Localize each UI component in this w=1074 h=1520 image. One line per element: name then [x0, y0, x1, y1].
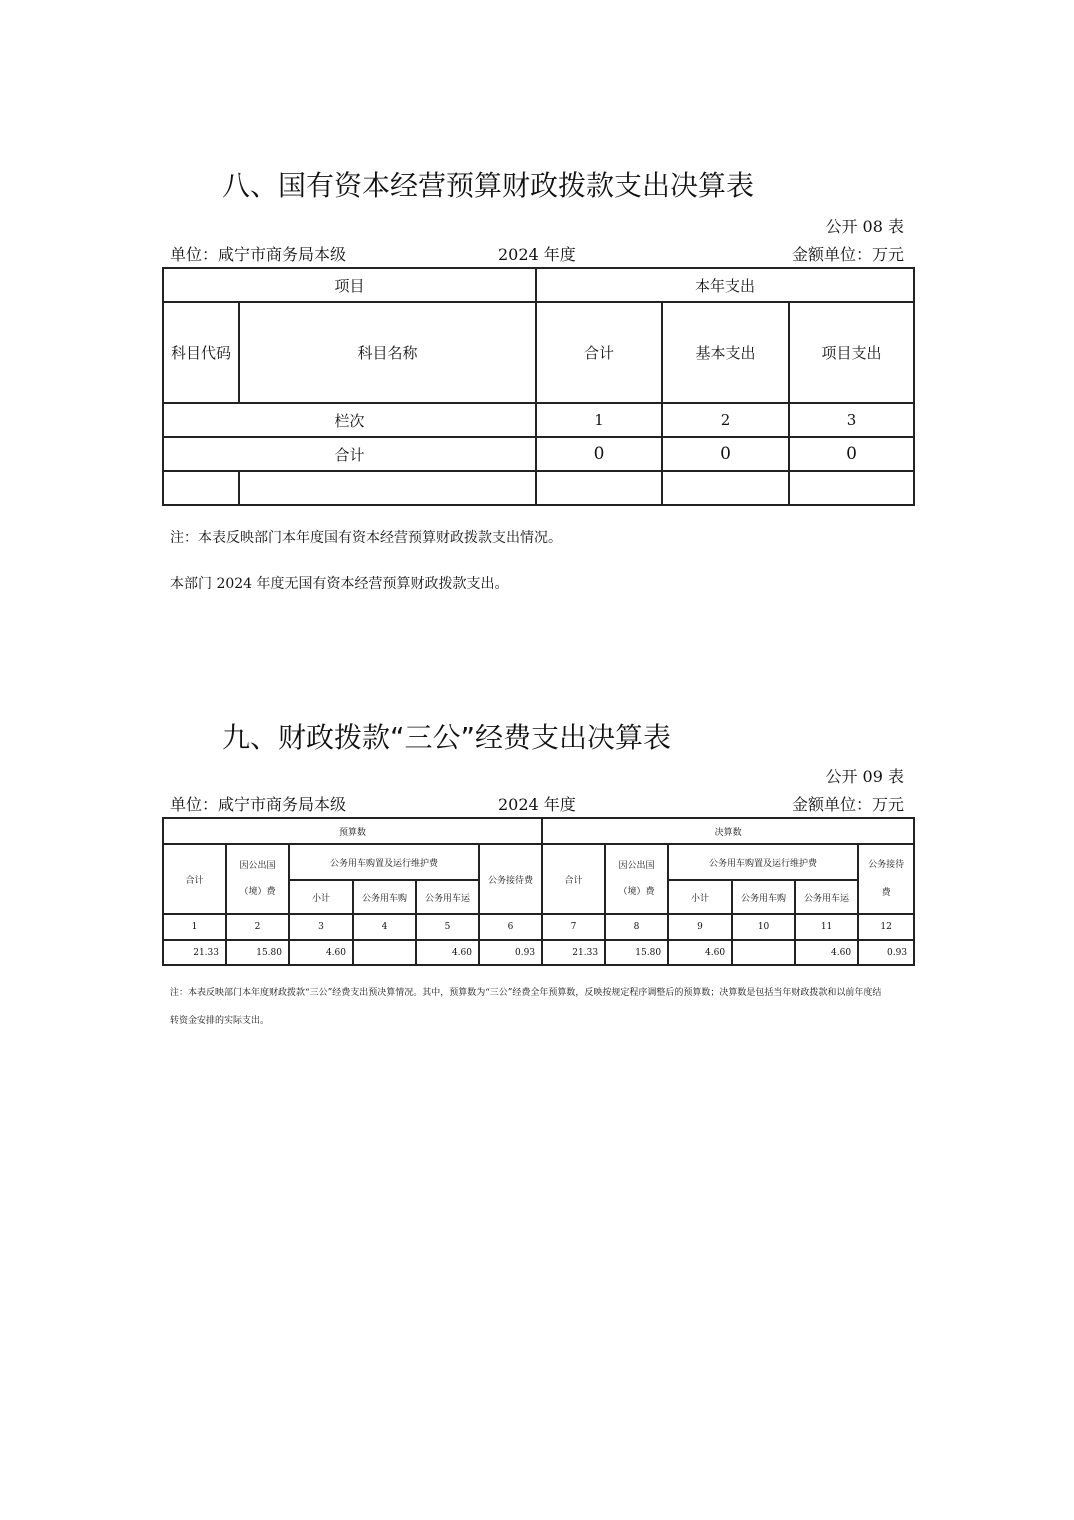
total-value: 0 — [536, 437, 662, 471]
column-index: 4 — [353, 914, 416, 940]
header-project-expenditure: 项目支出 — [789, 302, 914, 403]
column-index: 9 — [668, 914, 732, 940]
budget-header-reception: 公务接待费 — [479, 844, 542, 914]
budget-header-vehicle: 公务用车购置及运行维护费 — [289, 844, 479, 880]
column-index: 1 — [536, 403, 662, 437]
column-index: 1 — [163, 914, 226, 940]
budget-header-total: 合计 — [163, 844, 226, 914]
header-basic-expenditure: 基本支出 — [662, 302, 789, 403]
column-index: 2 — [226, 914, 289, 940]
section8-note: 注：本表反映部门本年度国有资本经营预算财政拨款支出情况。 — [170, 530, 562, 546]
column-index: 8 — [605, 914, 668, 940]
value-cell: 15.80 — [605, 940, 668, 965]
final-header-abroad-line1: 因公出国 — [618, 861, 655, 871]
empty-cell — [789, 471, 914, 505]
value-cell: 4.60 — [668, 940, 732, 965]
section8-table-number: 公开 08 表 — [825, 217, 904, 236]
header-subject-name: 科目名称 — [239, 302, 536, 403]
empty-cell — [239, 471, 536, 505]
final-header-reception — [858, 844, 914, 914]
section9-year: 2024 年度 — [498, 795, 576, 814]
group-budget: 预算数 — [163, 818, 542, 844]
column-index-label: 栏次 — [163, 403, 536, 437]
value-cell: 0.93 — [858, 940, 914, 965]
section8-year: 2024 年度 — [498, 245, 576, 264]
total-row-label: 合计 — [163, 437, 536, 471]
section8-unit: 单位：咸宁市商务局本级 — [170, 245, 347, 264]
header-subject-code: 科目代码 — [163, 302, 239, 403]
column-index: 6 — [479, 914, 542, 940]
value-cell — [732, 940, 795, 965]
table-row — [163, 437, 914, 471]
budget-header-subtotal: 小计 — [289, 880, 353, 914]
group-final: 决算数 — [542, 818, 914, 844]
total-value: 0 — [789, 437, 914, 471]
empty-cell — [662, 471, 789, 505]
column-index: 7 — [542, 914, 605, 940]
total-value: 0 — [662, 437, 789, 471]
empty-cell — [536, 471, 662, 505]
final-header-subtotal: 小计 — [668, 880, 732, 914]
section9-unit: 单位：咸宁市商务局本级 — [170, 795, 347, 814]
value-cell: 0.93 — [479, 940, 542, 965]
table-row — [163, 940, 914, 965]
empty-cell — [163, 471, 239, 505]
budget-header-abroad-line1: 因公出国 — [239, 861, 276, 871]
value-cell: 4.60 — [795, 940, 858, 965]
column-index: 12 — [858, 914, 914, 940]
value-cell: 4.60 — [289, 940, 353, 965]
section9-table-number: 公开 09 表 — [825, 767, 904, 786]
section8-title: 八、国有资本经营预算财政拨款支出决算表 — [222, 169, 755, 202]
budget-header-abroad-line2: （境）费 — [239, 887, 276, 897]
table-row — [163, 403, 914, 437]
column-index: 11 — [795, 914, 858, 940]
column-index: 5 — [416, 914, 479, 940]
header-current-year-expenditure: 本年支出 — [536, 268, 914, 302]
final-header-reception-line1: 公务接待 — [868, 860, 905, 870]
section8-currency-unit: 金额单位：万元 — [791, 245, 904, 264]
section9-title: 九、财政拨款“三公”经费支出决算表 — [222, 721, 672, 754]
section9-note-line1: 注：本表反映部门本年度财政拨款“三公”经费支出预决算情况。其中，预算数为“三公”经费全年预算数，反映按规定程序调整后的预算数；决算数是包括当年财政拨款和以前年度结 — [170, 988, 882, 998]
final-header-total: 合计 — [542, 844, 605, 914]
value-cell: 15.80 — [226, 940, 289, 965]
column-index: 2 — [662, 403, 789, 437]
value-cell: 21.33 — [163, 940, 226, 965]
column-index: 3 — [789, 403, 914, 437]
final-header-purchase: 公务用车购 — [732, 880, 795, 914]
final-header-operation: 公务用车运 — [795, 880, 858, 914]
three-public-expenditure-table — [162, 817, 915, 966]
budget-header-purchase: 公务用车购 — [353, 880, 416, 914]
header-total: 合计 — [536, 302, 662, 403]
value-cell: 4.60 — [416, 940, 479, 965]
final-header-abroad-line2: （境）费 — [618, 887, 655, 897]
header-project: 项目 — [163, 268, 536, 302]
column-index: 3 — [289, 914, 353, 940]
section9-currency-unit: 金额单位：万元 — [791, 795, 904, 814]
table-row — [163, 914, 914, 940]
final-header-abroad — [605, 844, 668, 914]
section8-statement: 本部门 2024 年度无国有资本经营预算财政拨款支出。 — [170, 576, 509, 592]
value-cell: 21.33 — [542, 940, 605, 965]
column-index: 10 — [732, 914, 795, 940]
table-row-empty — [163, 471, 914, 505]
section9-note-line2: 转资金安排的实际支出。 — [170, 1016, 270, 1026]
budget-header-abroad — [226, 844, 289, 914]
final-header-vehicle: 公务用车购置及运行维护费 — [668, 844, 858, 880]
final-header-reception-line2: 费 — [881, 888, 891, 898]
state-capital-expenditure-table — [162, 267, 915, 506]
budget-header-operation: 公务用车运 — [416, 880, 479, 914]
value-cell — [353, 940, 416, 965]
